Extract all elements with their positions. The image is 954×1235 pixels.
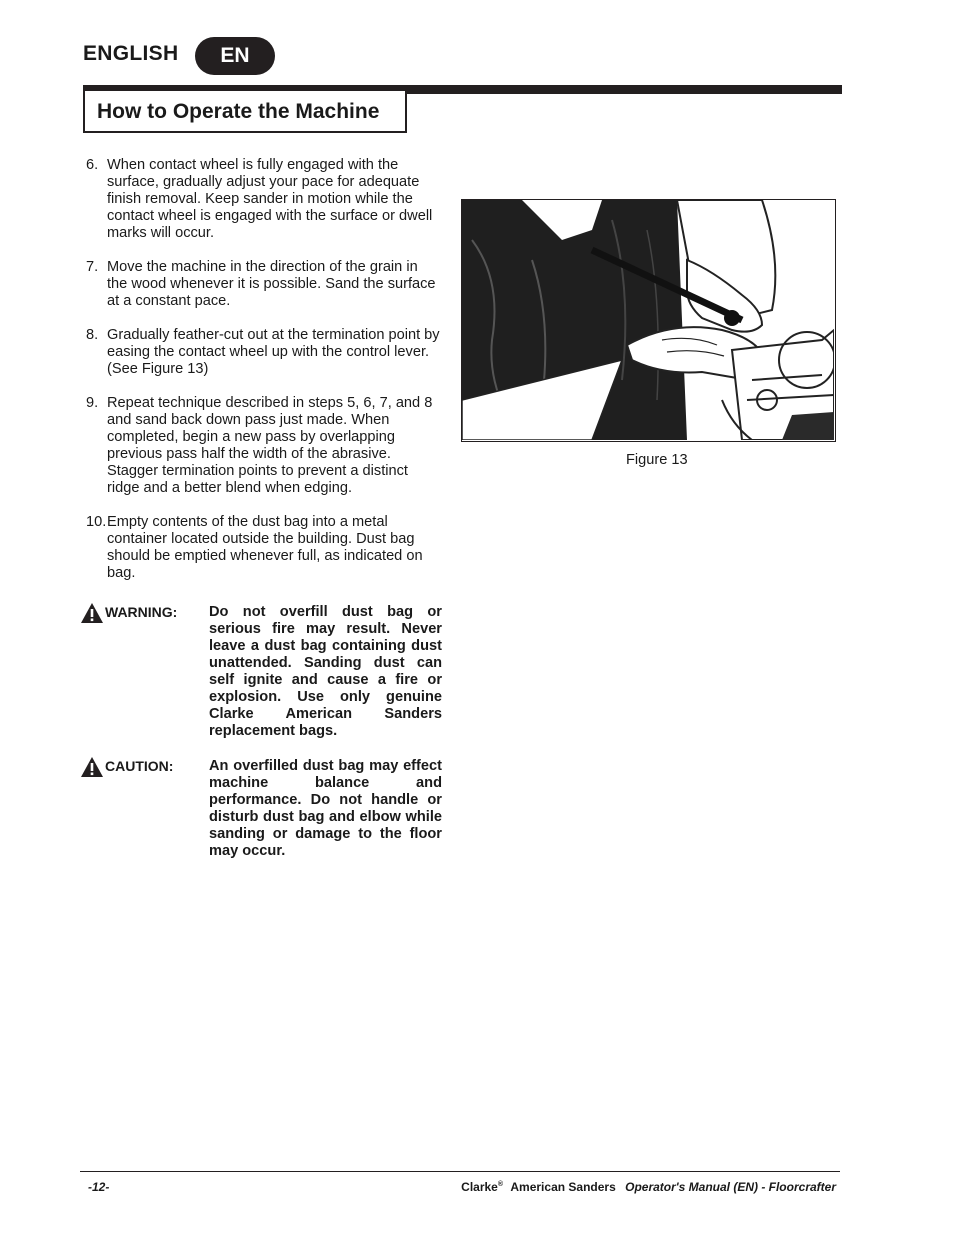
registered-mark: ®: [497, 1181, 504, 1188]
step-number: 6.: [86, 157, 99, 173]
footer-manual-title: Operator's Manual (EN) - Floorcrafter: [625, 1180, 836, 1194]
caution-text: An overfilled dust bag may effect machine balance and performance. Do not handle or disturb dust bag and elbow while sanding or damage to the floor may occur.: [209, 758, 442, 859]
instruction-steps: [86, 157, 442, 599]
step-number: 8.: [86, 327, 99, 343]
step-7: [86, 259, 442, 310]
step-text: Empty contents of the dust bag into a metal container located outside the building. Dust bag should be emptied whenever full, as indicated on bag.: [107, 514, 423, 581]
language-label: ENGLISH: [83, 42, 179, 65]
warning-text: Do not overfill dust bag or serious fire may result. Never leave a dust bag containing dust unattended. Sanding dust can self ignite and cause a fire or explosion. Use only genuine Clarke American Sanders replacement bags.: [209, 604, 442, 739]
step-text: Move the machine in the direction of the grain in the wood whenever it is possible. Sand the surface at a constant pace.: [107, 259, 436, 309]
figure-caption: Figure 13: [626, 452, 688, 468]
step-6: [86, 157, 442, 242]
page-number: -12-: [88, 1180, 110, 1194]
caution-notice: [80, 758, 442, 860]
caution-triangle-icon: [80, 756, 104, 778]
footer-rule: [80, 1171, 840, 1172]
step-text: When contact wheel is fully engaged with the surface, gradually adjust your pace for adequate finish removal. Keep sander in motion while the contact wheel is engaged with the surface or dwell marks will occur.: [107, 157, 433, 241]
figure-13-illustration: [461, 199, 836, 442]
footer-publication: [461, 1180, 836, 1194]
section-title: How to Operate the Machine: [83, 89, 407, 133]
step-number: 10.: [86, 514, 107, 530]
footer-company: American Sanders: [510, 1180, 616, 1194]
step-number: 7.: [86, 259, 99, 275]
warning-triangle-icon: [80, 602, 104, 624]
warning-label: WARNING:: [105, 604, 178, 620]
footer-brand: Clarke: [461, 1180, 498, 1194]
step-9: [86, 395, 442, 497]
caution-label: CAUTION:: [105, 758, 174, 774]
step-8: [86, 327, 442, 378]
step-text: Gradually feather-cut out at the termination point by easing the contact wheel up with the control lever. (See Figure 13): [107, 327, 440, 377]
step-text: Repeat technique described in steps 5, 6, 7, and 8 and sand back down pass just made. When completed, begin a new pass by overlapping previous pass half the width of the abrasive. Stagger termination points to prevent a distinct ridge and a better blend when edging.: [107, 395, 433, 496]
step-10: [86, 514, 442, 582]
warning-notice: [80, 604, 442, 740]
sander-operation-drawing: [462, 200, 834, 440]
language-badge: EN: [195, 37, 275, 75]
step-number: 9.: [86, 395, 99, 411]
